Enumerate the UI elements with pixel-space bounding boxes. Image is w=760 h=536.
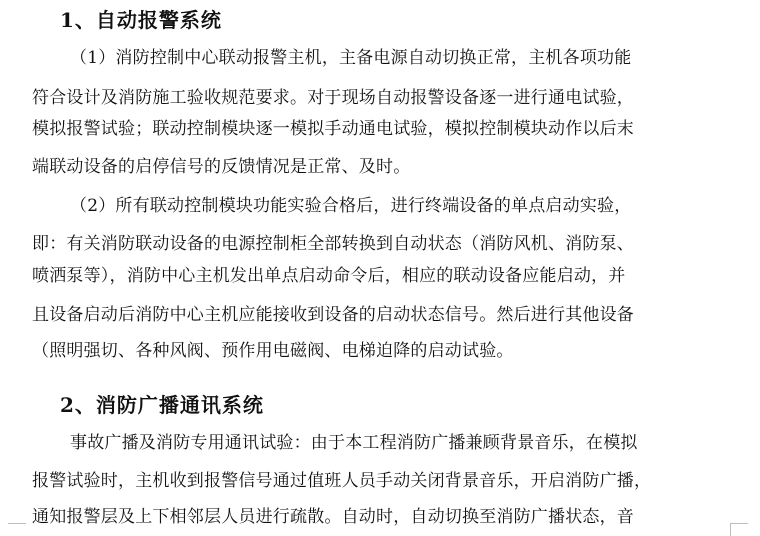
paragraph-line: （2）所有联动控制模块功能实验合格后，进行终端设备的单点启动实验， — [70, 196, 632, 216]
paragraph-line: （1）消防控制中心联动报警主机，主备电源自动切换正常，主机各项功能 — [70, 48, 632, 68]
section-heading-auto-alarm: 1、自动报警系统 — [60, 8, 222, 32]
paragraph-line: 即：有关消防联动设备的电源控制柜全部转换到自动状态（消防风机、消防泵、 — [32, 234, 634, 254]
paragraph-line: 报警试验时，主机收到报警信号通过值班人员手动关闭背景音乐，开启消防广播， — [32, 471, 652, 491]
paragraph-line: 事故广播及消防专用通讯试验：由于本工程消防广播兼顾背景音乐，在模拟 — [70, 433, 638, 453]
paragraph-line: 模拟报警试验；联动控制模块逐一模拟手动通电试验，模拟控制模块动作以后末 — [32, 119, 634, 139]
paragraph-line: 且设备启动后消防中心主机应能接收到设备的启动状态信号。然后进行其他设备 — [32, 305, 634, 325]
paragraph-line: 端联动设备的启停信号的反馈情况是正常、及时。 — [32, 157, 411, 177]
paragraph-line: 通知报警层及上下相邻层人员进行疏散。自动时，自动切换至消防广播状态，音 — [32, 507, 634, 527]
section-heading-broadcast: 2、消防广播通讯系统 — [60, 393, 264, 417]
paragraph-line: （照明强切、各种风阀、预作用电磁阀、电梯迫降的启动试验。 — [32, 341, 514, 361]
page-corner-mark — [8, 523, 26, 530]
page-corner-mark — [730, 523, 748, 530]
paragraph-line: 符合设计及消防施工验收规范要求。对于现场自动报警设备逐一进行通电试验， — [32, 88, 634, 108]
paragraph-line: 喷洒泵等），消防中心主机发出单点启动命令后，相应的联动设备应能启动，并 — [32, 266, 626, 286]
page-corner-mark — [730, 523, 731, 536]
